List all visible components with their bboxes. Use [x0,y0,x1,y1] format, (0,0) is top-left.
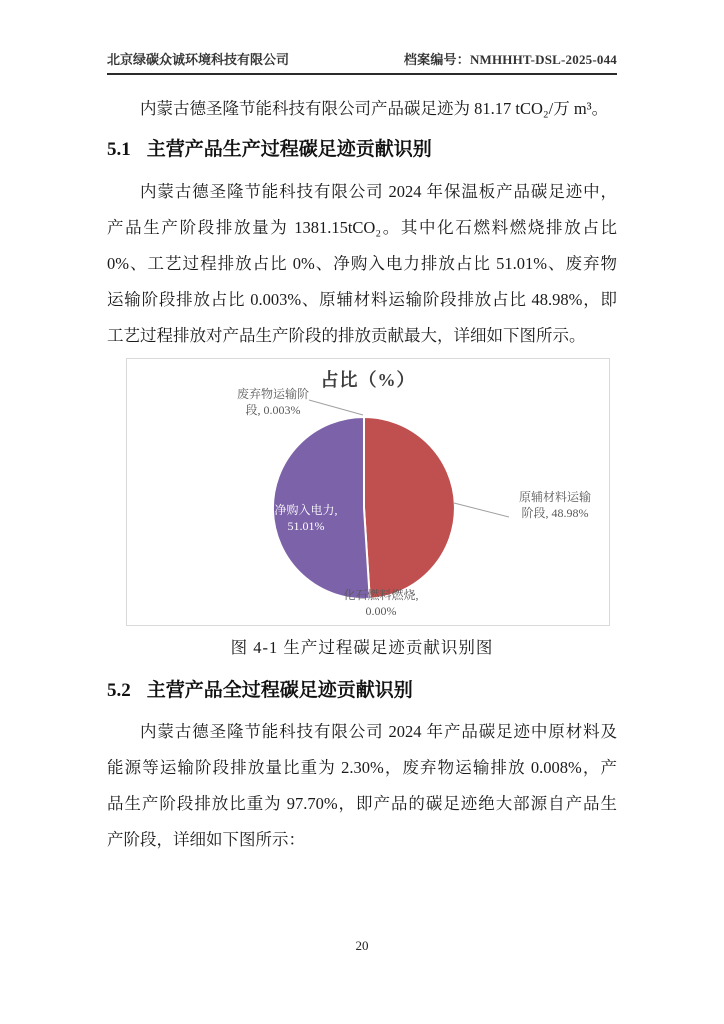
pie-label-fossil-fuel [321,587,441,619]
para-5-1 [107,174,617,354]
chart-title: 占比（%） [320,370,416,390]
section-5-2-title: 主营产品全过程碳足迹贡献识别 [146,680,413,701]
page-header [107,44,617,75]
section-5-2-number: 5.2 [107,680,131,701]
pie-label-raw-line1: 原辅材料运输 [518,490,591,504]
pie-label-fossil-line2: 0.00% [365,604,397,618]
pie-slice [364,417,455,599]
section-5-1-heading [107,137,617,163]
pie-label-electricity-line2: 51.01% [287,519,325,533]
pie-label-raw-materials [501,489,609,521]
pie-label-waste-line2: 段, 0.003% [245,403,301,417]
pie-chart-figure [126,358,610,626]
pie-label-waste-line1: 废弃物运输阶 [236,387,309,401]
header-file-number [404,49,617,68]
pie-label-waste-transport [213,386,333,418]
text-line: 运输阶段排放占比 0.003%、原辅材料运输阶段排放占比 48.98%，即 [107,290,617,309]
text-line: 内蒙古德圣隆节能科技有限公司 2024 年保温板产品碳足迹中， [140,182,617,201]
pie-label-electricity [256,502,356,534]
section-5-1-title: 主营产品生产过程碳足迹贡献识别 [146,139,432,160]
pie-label-fossil-line1: 化石燃料燃烧, [343,588,419,602]
file-number-label: 档案编号： [403,52,470,67]
text-line: 内蒙古德圣隆节能科技有限公司 2024 年产品碳足迹中原材料及 [140,722,617,741]
page-number: 20 [355,938,369,953]
text-line: 产阶段，详细如下图所示： [107,830,305,849]
header-company-name: 北京绿碳众诚环境科技有限公司 [107,52,290,67]
section-5-2-heading [107,678,617,704]
intro-paragraph: 内蒙古德圣隆节能科技有限公司产品碳足迹为 81.17 tCO₂/万 m³。 [140,99,609,118]
text-line: 品生产阶段排放比重为 97.70%，即产品的碳足迹绝大部源自产品生 [107,794,617,813]
text-line: 能源等运输阶段排放量比重为 2.30%，废弃物运输排放 0.008%，产 [107,758,617,777]
section-5-1-number: 5.1 [107,139,131,160]
pie-label-raw-line2: 阶段, 48.98% [521,506,589,520]
file-number-value: NMHHHT-DSL-2025-044 [469,52,617,67]
text-line: 0%、工艺过程排放占比 0%、净购入电力排放占比 51.01%、废弃物 [107,254,617,273]
para-5-2 [107,714,617,858]
text-line: 工艺过程排放对产品生产阶段的排放贡献最大，详细如下图所示。 [107,326,586,345]
text-line: 产品生产阶段排放量为 1381.15tCO₂。其中化石燃料燃烧排放占比 [107,218,617,237]
figure-caption: 图 4-1 生产过程碳足迹贡献识别图 [230,638,494,657]
pie-label-electricity-line1: 净购入电力, [274,503,338,517]
